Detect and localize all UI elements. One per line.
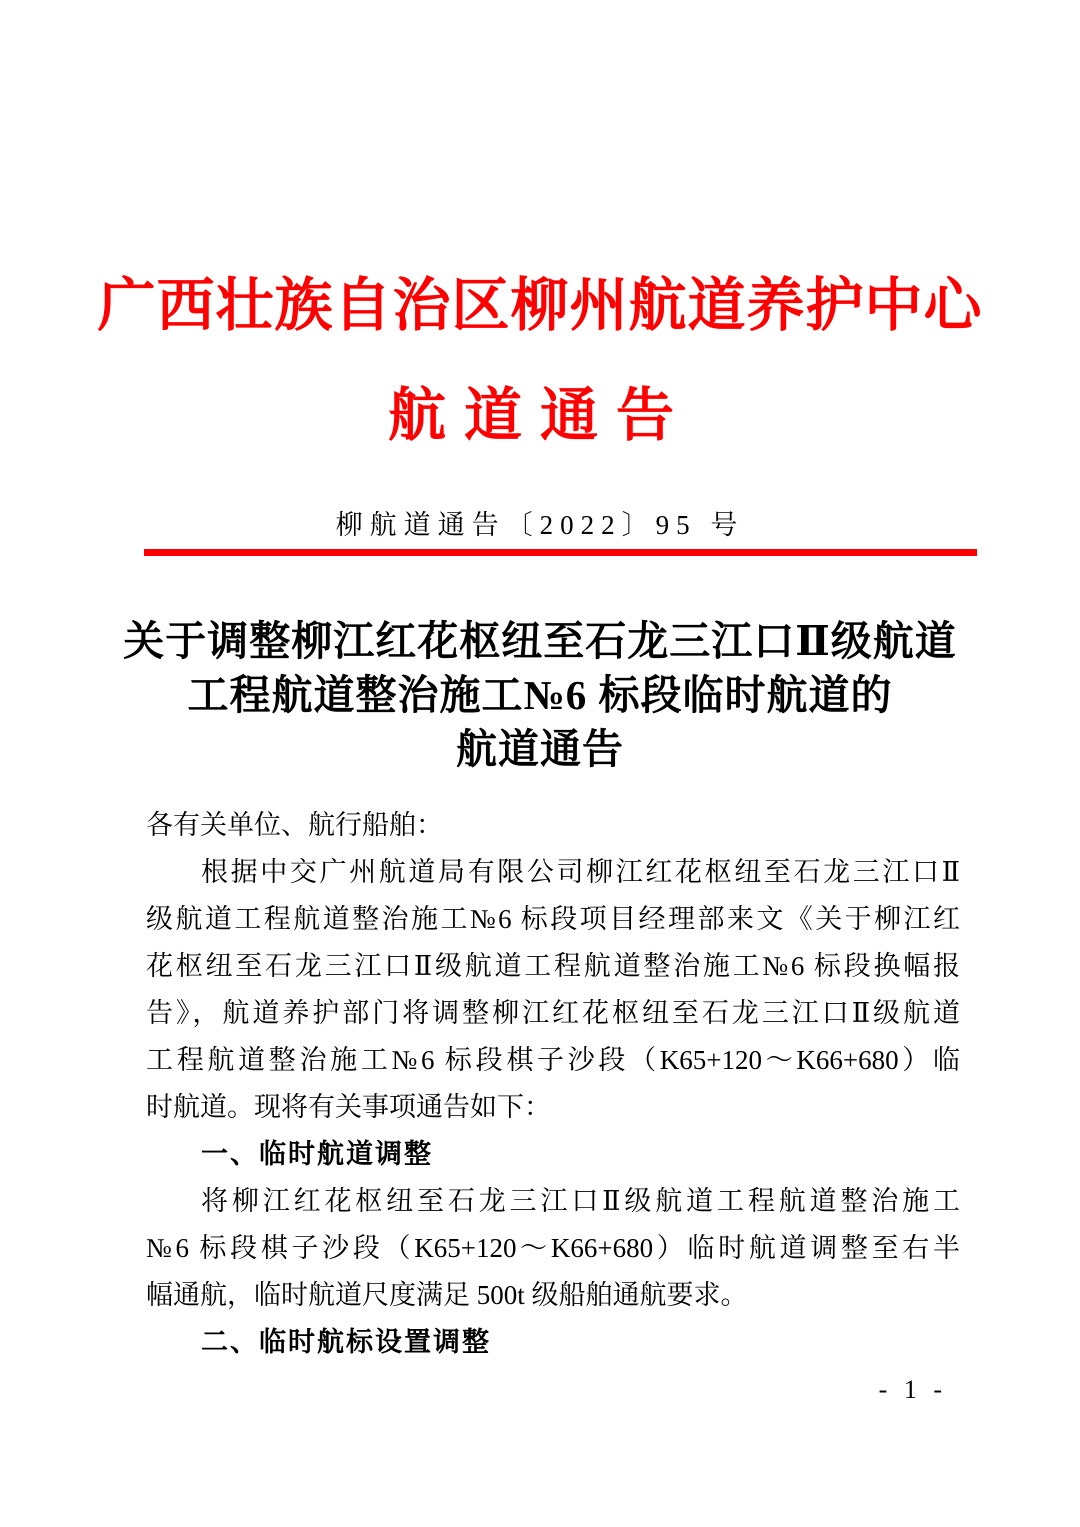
- notice-title-line-1: 关于调整柳江红花枢纽至石龙三江口Ⅱ级航道: [123, 618, 957, 664]
- notice-title: [0, 614, 1080, 776]
- notice-body: [146, 802, 960, 1366]
- section-heading-2: 二、临时航标设置调整: [201, 1327, 491, 1357]
- notice-title-line-3: 航道通告: [456, 726, 624, 772]
- section-heading-1: 一、临时航道调整: [201, 1139, 433, 1169]
- salutation: 各有关单位、航行船舶：: [146, 810, 443, 840]
- body-line: 根据中交广州航道局有限公司柳江红花枢纽至石龙三江口Ⅱ: [201, 857, 960, 887]
- body-line: 工程航道整治施工№6 标段棋子沙段（K65+120～K66+680）临: [146, 1045, 960, 1075]
- body-line: 告》，航道养护部门将调整柳江红花枢纽至石龙三江口Ⅱ级航道: [146, 998, 960, 1028]
- notice-title-line-2: 工程航道整治施工№6 标段临时航道的: [187, 672, 893, 718]
- body-line: 花枢纽至石龙三江口Ⅱ级航道工程航道整治施工№6 标段换幅报: [146, 951, 960, 981]
- doc-number: 柳航道通告〔2022〕95 号: [335, 510, 745, 540]
- body-line: 将柳江红花枢纽至石龙三江口Ⅱ级航道工程航道整治施工: [201, 1186, 960, 1216]
- red-divider-rule: [144, 549, 977, 556]
- body-line: 幅通航，临时航道尺度满足 500t 级船舶通航要求。: [146, 1280, 748, 1310]
- org-title-line2: 航道通告: [387, 383, 692, 448]
- body-line: 时航道。现将有关事项通告如下：: [146, 1092, 551, 1122]
- body-line: 级航道工程航道整治施工№6 标段项目经理部来文《关于柳江红: [146, 904, 960, 934]
- body-line: №6 标段棋子沙段（K65+120～K66+680）临时航道调整至右半: [146, 1233, 960, 1263]
- org-title-line1: 广西壮族自治区柳州航道养护中心: [97, 273, 983, 338]
- page-number: - 1 -: [878, 1375, 947, 1404]
